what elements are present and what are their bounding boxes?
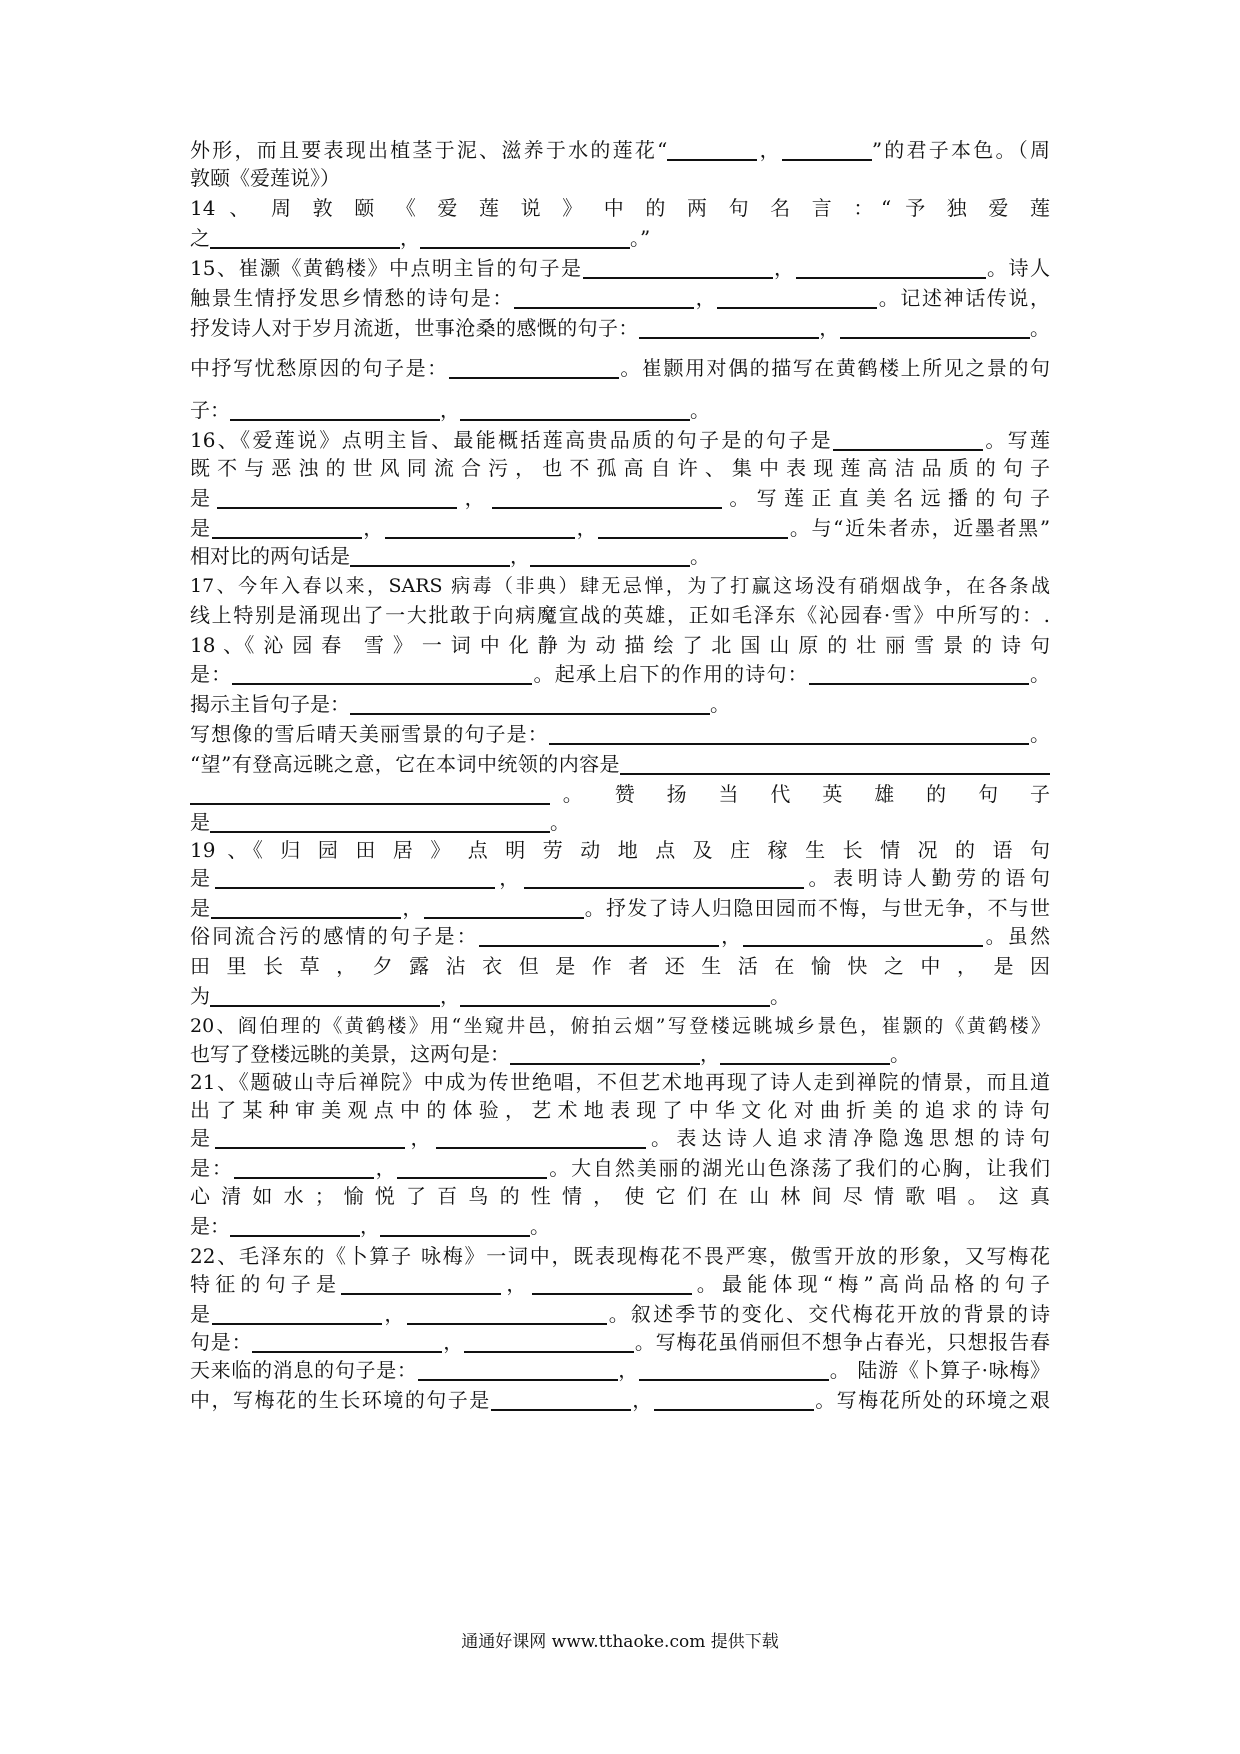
text-line <box>190 1124 1050 1152</box>
text-segment: ， <box>440 984 460 1008</box>
text-segment: ， <box>772 256 796 280</box>
text-segment: 15、崔灏《黄鹤楼》中点明主旨的句子是 <box>190 256 583 280</box>
text-segment: ， <box>457 486 493 510</box>
text-segment: 。 <box>710 692 730 716</box>
answer-blank <box>232 663 532 685</box>
answer-blank <box>598 517 788 539</box>
text-line <box>190 136 1050 164</box>
text-segment: 。大自然美丽的湖光山色涤荡了我们的心胸，让我们 <box>547 1156 1050 1180</box>
text-segment: 写想像的雪后晴天美丽雪景的句子是： <box>190 722 549 746</box>
answer-blank <box>460 399 690 421</box>
text-segment: 句是： <box>190 1330 253 1354</box>
text-segment: 。写莲 <box>983 428 1050 452</box>
answer-blank <box>212 517 362 539</box>
answer-blank <box>620 753 1050 775</box>
text-line <box>190 1270 1050 1298</box>
text-line <box>190 894 1050 922</box>
answer-blank <box>436 1127 646 1149</box>
text-line <box>190 922 1050 950</box>
text-line <box>190 572 1050 600</box>
answer-blank <box>350 693 710 715</box>
answer-blank <box>639 317 819 339</box>
answer-blank <box>549 723 1029 745</box>
text-segment: 出了某种审美观点中的体验，艺术地表现了中华文化对曲折美的追求的诗句 <box>190 1098 1050 1122</box>
text-line <box>190 1328 1050 1356</box>
answer-blank <box>514 287 694 309</box>
text-segment: 。崔颢用对偶的描写在黄鹤楼上所见之景的句 <box>618 356 1050 380</box>
answer-blank <box>743 925 983 947</box>
text-segment: ， <box>630 1388 654 1412</box>
text-line <box>190 254 1050 282</box>
text-segment: 外形，而且要表现出植茎于泥、滋养于水的莲花“ <box>190 138 668 162</box>
text-line <box>190 1154 1050 1182</box>
answer-blank <box>639 1359 829 1381</box>
text-line <box>190 1356 1050 1384</box>
text-segment: ， <box>361 516 385 540</box>
page-footer: 通通好课网 www.tthaoke.com 提供下载 <box>461 1632 779 1652</box>
text-segment: ， <box>510 544 530 568</box>
text-segment: 。抒发了诗人归隐田园而不悔，与世无争，不与世 <box>583 896 1050 920</box>
text-segment: ， <box>373 1156 398 1180</box>
answer-blank <box>397 1157 547 1179</box>
answer-blank <box>460 985 770 1007</box>
text-segment: 。写莲正直美名远播的句子 <box>722 486 1050 510</box>
answer-blank <box>479 925 719 947</box>
text-line <box>190 660 1050 688</box>
text-line <box>190 1182 1050 1210</box>
answer-blank <box>210 811 550 833</box>
text-line <box>190 808 1050 836</box>
text-segment: 。虽然 <box>983 924 1050 948</box>
text-segment: “望”有登高远眺之意，它在本词中统领的内容是 <box>190 752 620 776</box>
text-line <box>190 750 1050 778</box>
answer-blank <box>234 1157 374 1179</box>
answer-blank <box>449 357 619 379</box>
text-segment: ， <box>757 138 782 162</box>
text-segment: 也写了登楼远眺的美景，这两句是： <box>190 1042 510 1066</box>
text-segment: ， <box>360 1214 380 1238</box>
text-line <box>190 454 1050 482</box>
text-segment: 中，写梅花的生长环境的句子是 <box>190 1388 491 1412</box>
text-segment: 是： <box>190 1214 230 1238</box>
text-segment: 21、《题破山寺后禅院》中成为传世绝唱，不但艺术地再现了诗人走到禅院的情景，而且道 <box>190 1070 1050 1094</box>
answer-blank <box>524 867 804 889</box>
text-line <box>190 1386 1050 1414</box>
text-segment: 16、《爱莲说》点明主旨、最能概括莲高贵品质的句子是的句子是 <box>190 428 834 452</box>
answer-blank <box>252 1331 442 1353</box>
text-segment: 之 <box>190 226 210 250</box>
text-segment: 。 <box>1029 316 1050 340</box>
text-segment: 心 清 如 水 ； 愉 悦 了 百 鸟 的 性 情 ， 使 它 们 在 山 林 间 尽 情 歌 唱 。 这 真 <box>190 1184 1050 1208</box>
text-segment: 俗同流合污的感情的句子是： <box>190 924 479 948</box>
text-segment: 。诗人 <box>985 256 1050 280</box>
text-segment: ， <box>494 866 524 890</box>
answer-blank <box>230 399 440 421</box>
text-segment: 。最能体现“梅”高尚品格的句子 <box>691 1272 1050 1296</box>
text-line <box>190 284 1050 312</box>
answer-blank <box>418 1359 618 1381</box>
text-segment: ， <box>574 516 599 540</box>
answer-blank <box>720 1043 890 1065</box>
text-segment: ”的君子本色。（周 <box>871 138 1050 162</box>
text-segment: ， <box>818 316 840 340</box>
text-segment: 敦颐《爱莲说》） <box>190 166 340 190</box>
text-segment: ， <box>400 226 420 250</box>
text-segment: 中抒写忧愁原因的句子是： <box>190 356 449 380</box>
text-segment: ， <box>700 1042 720 1066</box>
text-line <box>190 396 1050 424</box>
answer-blank <box>532 1273 692 1295</box>
text-line <box>190 542 1050 570</box>
answer-blank <box>424 897 584 919</box>
text-segment: 抒发诗人对于岁月流逝，世事沧桑的感慨的句子： <box>190 316 639 340</box>
text-line <box>190 690 1050 718</box>
answer-blank <box>341 1273 501 1295</box>
text-line <box>190 164 1050 192</box>
text-segment: 。 <box>1028 662 1050 686</box>
text-segment: 。写梅花虽俏丽但不想争占春光，只想报告春 <box>634 1330 1050 1354</box>
text-line <box>190 224 1050 252</box>
text-segment: 揭示主旨句子是： <box>190 692 350 716</box>
text-line <box>190 601 1050 629</box>
text-segment: 是： <box>190 662 233 686</box>
answer-blank <box>230 1215 360 1237</box>
text-segment: 。 <box>690 398 710 422</box>
text-segment: 19 、《 归 园 田 居 》 点 明 劳 动 地 点 及 庄 稼 生 长 情 况 的 语 句 <box>190 838 1050 862</box>
text-segment: 子： <box>190 398 230 422</box>
text-line <box>190 354 1050 382</box>
answer-blank <box>833 429 983 451</box>
answer-blank <box>420 227 630 249</box>
text-line <box>190 1300 1050 1328</box>
answer-blank <box>530 545 690 567</box>
text-segment: 线上特别是涌现出了一大批敢于向病魔宣战的英雄，正如毛泽东《沁园春·雪》中所写的：. <box>190 603 1050 627</box>
answer-blank <box>211 897 401 919</box>
text-segment: 。叙述季节的变化、交代梅花开放的背景的诗 <box>606 1302 1050 1326</box>
text-segment: 。 <box>550 810 570 834</box>
text-segment: ， <box>718 924 744 948</box>
text-segment: 。起承上启下的作用的诗句： <box>532 662 809 686</box>
text-line <box>190 1012 1050 1040</box>
text-segment: 是 <box>190 866 215 890</box>
answer-blank <box>583 257 773 279</box>
text-segment: 是： <box>190 1156 234 1180</box>
text-line <box>190 1096 1050 1124</box>
answer-blank <box>215 1127 405 1149</box>
answer-blank <box>492 487 722 509</box>
text-line <box>190 780 1050 808</box>
text-segment: 。 <box>530 1214 550 1238</box>
text-segment: 是 <box>190 486 218 510</box>
text-line <box>190 1242 1050 1270</box>
answer-blank <box>809 663 1029 685</box>
text-segment: 。记述神话传说， <box>877 286 1050 310</box>
text-segment: 。表明诗人勤劳的语句 <box>803 866 1050 890</box>
text-segment: 。 陆游《卜算子·咏梅》 <box>829 1358 1050 1382</box>
text-segment: 为 <box>190 984 210 1008</box>
text-segment: ， <box>617 1358 639 1382</box>
text-segment: 是 <box>190 1126 216 1150</box>
text-segment: 20、阎伯理的《黄鹤楼》用“坐窥井邑，俯拍云烟”写登楼远眺城乡景色，崔颢的《黄鹤楼》 <box>190 1015 1050 1037</box>
text-segment: 特征的句子是 <box>190 1272 342 1296</box>
text-line <box>190 1212 1050 1240</box>
text-segment: ， <box>405 1126 436 1150</box>
text-line <box>190 194 1050 222</box>
answer-blank <box>464 1331 634 1353</box>
text-line <box>190 720 1050 748</box>
text-line <box>190 631 1050 659</box>
text-segment: 14 、 周 敦 颐 《 爱 莲 说 》 中 的 两 句 名 言 ：“ 予 独 爱 莲 <box>190 196 1050 220</box>
text-segment: 是 <box>190 516 212 540</box>
text-segment: 。 <box>890 1042 910 1066</box>
answer-blank <box>210 227 400 249</box>
answer-blank <box>190 783 550 805</box>
text-segment: 是 <box>190 896 212 920</box>
text-line <box>190 836 1050 864</box>
text-line <box>190 982 1050 1010</box>
text-segment: 。表达诗人追求清净隐逸思想的诗句 <box>645 1126 1050 1150</box>
text-line <box>190 426 1050 454</box>
answer-blank <box>385 517 575 539</box>
text-line <box>190 514 1050 542</box>
answer-blank <box>796 257 986 279</box>
text-segment: 。 <box>690 544 710 568</box>
text-segment: ， <box>501 1272 532 1296</box>
text-segment: 22、毛泽东的《卜算子 咏梅》一词中，既表现梅花不畏严寒，傲雪开放的形象，又写梅花 <box>190 1244 1050 1268</box>
answer-blank <box>210 985 440 1007</box>
answer-blank <box>380 1215 530 1237</box>
answer-blank <box>840 317 1030 339</box>
answer-blank <box>215 867 495 889</box>
text-segment: 。 <box>1028 722 1050 746</box>
answer-blank <box>717 287 877 309</box>
text-segment: 是 <box>190 810 210 834</box>
text-segment: 触景生情抒发思乡情愁的诗句是： <box>190 286 514 310</box>
text-segment: 天来临的消息的句子是： <box>190 1358 418 1382</box>
text-line <box>190 484 1050 512</box>
text-segment: 相对比的两句话是 <box>190 544 350 568</box>
text-segment: 既不与恶浊的世风同流合污，也不孤高自许、集中表现莲高洁品质的句子 <box>190 456 1050 480</box>
answer-blank <box>407 1303 607 1325</box>
answer-blank <box>782 139 872 161</box>
answer-blank <box>217 487 457 509</box>
text-segment: ， <box>440 398 460 422</box>
text-segment: 田 里 长 草 ， 夕 露 沾 衣 但 是 作 者 还 生 活 在 愉 快 之 中 ， 是 因 <box>190 954 1050 978</box>
answer-blank <box>510 1043 700 1065</box>
text-line <box>190 864 1050 892</box>
text-segment: ， <box>382 1302 407 1326</box>
answer-blank <box>350 545 510 567</box>
text-segment: 17、今年入春以来，SARS 病毒（非典）肆无忌惮，为了打赢这场没有硝烟战争，在各条战 <box>190 575 1050 597</box>
text-segment: ， <box>401 896 424 920</box>
text-segment: ， <box>694 286 718 310</box>
text-segment: 18 、《 沁 园 春 雪 》 一 词 中 化 静 为 动 描 绘 了 北 国 山 原 的 壮 丽 雪 景 的 诗 句 <box>190 633 1050 657</box>
text-line <box>190 952 1050 980</box>
text-line <box>190 1040 1050 1068</box>
answer-blank <box>491 1389 631 1411</box>
text-line <box>190 1068 1050 1096</box>
text-line <box>190 314 1050 342</box>
text-segment: 。 <box>770 984 790 1008</box>
text-segment: 。与“近朱者赤，近墨者黑” <box>788 516 1050 540</box>
text-segment: ， <box>442 1330 465 1354</box>
text-segment: 。 赞 扬 当 代 英 雄 的 句 子 <box>550 782 1050 806</box>
answer-blank <box>667 139 757 161</box>
text-segment: 是 <box>190 1302 213 1326</box>
text-segment: 。” <box>630 226 651 250</box>
text-segment: 。写梅花所处的环境之艰 <box>813 1388 1050 1412</box>
answer-blank <box>212 1303 382 1325</box>
answer-blank <box>654 1389 814 1411</box>
